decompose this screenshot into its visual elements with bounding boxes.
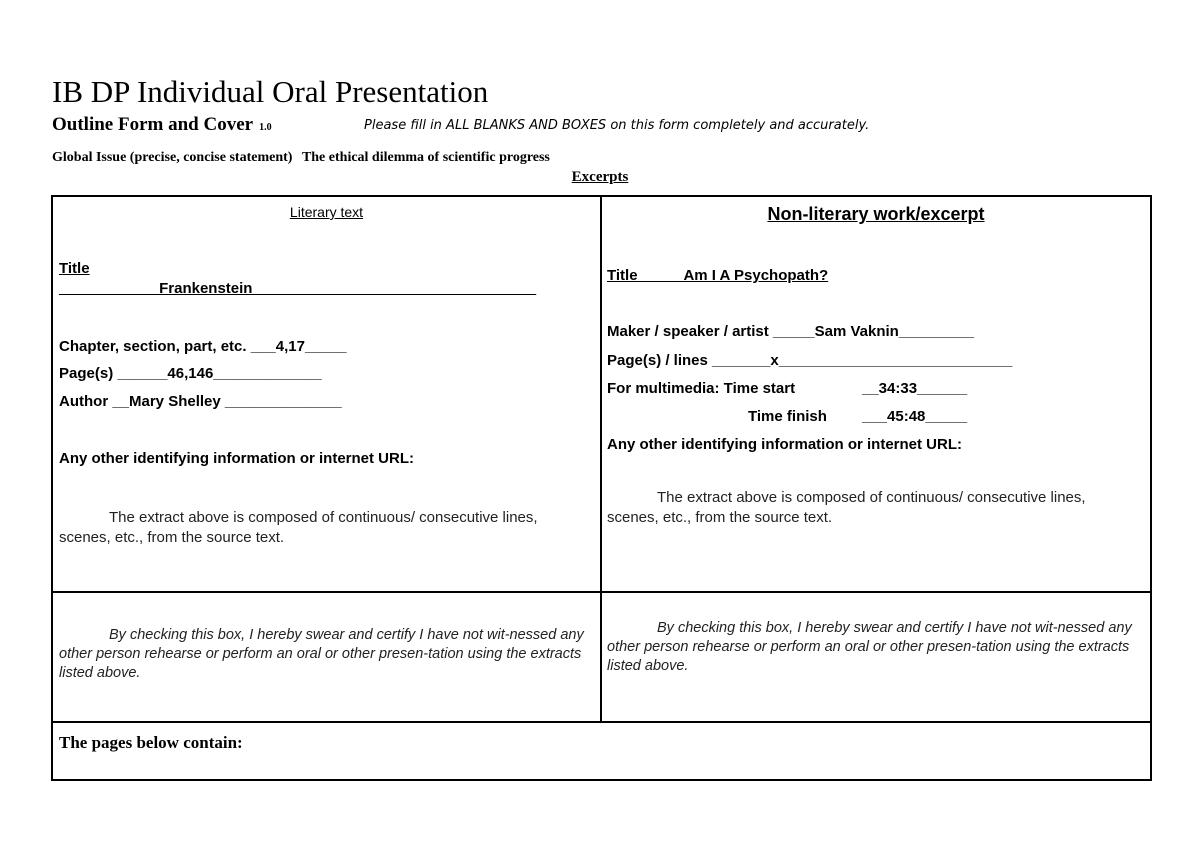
non-literary-certify-cell[interactable]	[601, 592, 1151, 722]
pages-below-label: The pages below contain:	[59, 733, 243, 752]
version-number: 1.0	[259, 122, 272, 133]
literary-title-field[interactable]: ____________Frankenstein__________________________________	[59, 280, 537, 297]
time-finish-field[interactable]: ___45:48_____	[862, 408, 968, 425]
non-literary-other-info-label: Any other identifying information or internet URL:	[607, 436, 962, 453]
non-literary-certify-statement	[607, 619, 1137, 676]
pages-below-cell[interactable]	[52, 722, 1151, 780]
literary-text-cell	[52, 196, 601, 592]
subtitle-text: Outline Form and Cover	[52, 114, 254, 135]
non-literary-cell	[601, 196, 1151, 592]
non-literary-statement	[607, 488, 1127, 528]
global-issue-label: Global Issue (precise, concise statement)	[52, 150, 293, 165]
global-issue-line	[52, 150, 550, 166]
literary-heading: Literary text	[289, 204, 364, 220]
time-start-label: For multimedia: Time start	[607, 380, 796, 397]
non-literary-maker-field[interactable]: Maker / speaker / artist _____Sam Vaknin_________	[607, 323, 974, 340]
literary-certify-cell[interactable]	[52, 592, 601, 722]
outline-form-table	[51, 195, 1152, 781]
global-issue-value[interactable]: The ethical dilemma of scientific progress	[301, 150, 550, 165]
non-literary-pages-field[interactable]: Page(s) / lines _______x____________________________	[607, 352, 1013, 369]
literary-statement	[59, 508, 579, 548]
literary-certify-text: By checking this box, I hereby swear and certify I have not wit-nessed any other person rehearse or perform an oral or other presen-tation using the extracts listed above.	[59, 627, 584, 681]
literary-title-label: Title	[59, 260, 90, 277]
time-start-field[interactable]: __34:33______	[862, 380, 968, 397]
form-instruction: Please fill in ALL BLANKS AND BOXES on this form completely and accurately.	[364, 118, 870, 133]
non-literary-certify-text: By checking this box, I hereby swear and certify I have not wit-nessed any other person rehearse or perform an oral or other presen-tation using the extracts listed above.	[607, 620, 1132, 674]
subtitle-row	[52, 114, 1152, 138]
non-literary-title-field[interactable]: Title _____Am I A Psychopath?	[607, 267, 829, 284]
excerpts-heading: Excerpts	[571, 169, 629, 185]
literary-certify-statement	[59, 626, 589, 683]
time-finish-label: Time finish	[748, 408, 827, 425]
literary-author-field[interactable]: Author __Mary Shelley ______________	[59, 393, 342, 410]
non-literary-statement-text: The extract above is composed of continuous/ consecutive lines, scenes, etc., from the source text.	[607, 489, 1086, 526]
literary-statement-text: The extract above is composed of continuous/ consecutive lines, scenes, etc., from the source text.	[59, 509, 538, 546]
literary-other-info-label: Any other identifying information or internet URL:	[59, 450, 414, 467]
form-subtitle	[52, 114, 272, 136]
document-title: IB DP Individual Oral Presentation	[52, 74, 489, 109]
literary-chapter-field[interactable]: Chapter, section, part, etc. ___4,17_____	[59, 338, 347, 355]
literary-pages-field[interactable]: Page(s) ______46,146_____________	[59, 365, 322, 382]
non-literary-heading: Non-literary work/excerpt	[767, 204, 985, 224]
